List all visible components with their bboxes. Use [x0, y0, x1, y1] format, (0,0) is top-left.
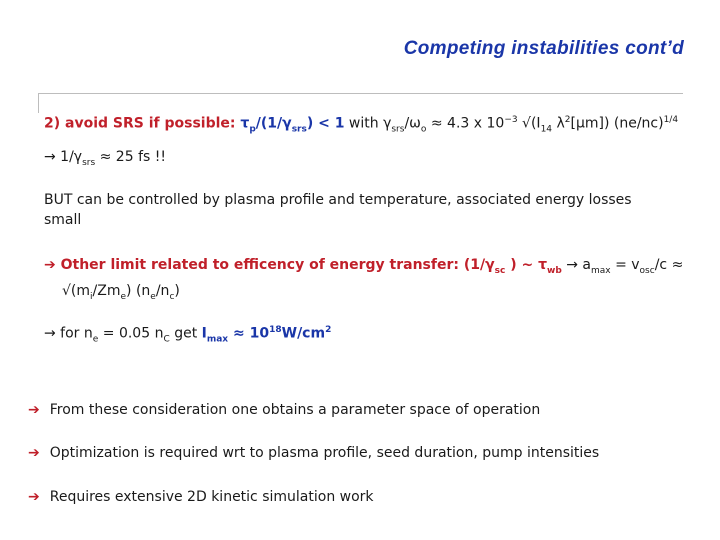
arrow-icon: ➔ [44, 257, 56, 273]
bullet-item: ➔ From these consideration one obtains a parameter space of operation [28, 402, 541, 418]
arrow-icon: ➔ [28, 445, 40, 461]
srs-growth-line: → $1/\gamma_{srs} \approx 25$ fs !! [44, 149, 166, 168]
intensity-line: → for $n_e = 0.05$ $n_C$ get $I_{max} \approx 10^{18}W/cm^2$ [44, 325, 332, 345]
control-paragraph: BUT can be controlled by plasma profile and temperature, associated energy losses small [44, 192, 632, 228]
bullet-item: ➔ Optimization is required wrt to plasma profile, seed duration, pump intensities [28, 445, 600, 461]
bullet-item: ➔ Requires extensive 2D kinetic simulation work [28, 489, 374, 505]
srs-condition-line: 2) avoid SRS if possible: $\tau_p/(1/\gamma_{srs}) < 1$ with $\gamma_{srs}/\omega_o \approx 4.3$ x $10^{-3}$ $√(I_{14}$ $\lambda^2[\mu m]$) $(ne/nc)^{1/4}$ [44, 115, 679, 135]
horizontal-rule [38, 93, 683, 94]
energy-transfer-limit: ➔ Other limit related to efficency of energy transfer: ($1/\gamma_{sc}$ ) ~ $\tau_{wb} \to a_{max} = v_{osc}/c$ ≈ $√(m_i/Zm_e)$ $(n_e/n_c)$ [44, 257, 684, 302]
vertical-rule [38, 93, 39, 113]
arrow-icon: ➔ [28, 402, 40, 418]
arrow-icon: ➔ [28, 489, 40, 505]
slide-title: Competing instabilities cont’d [403, 38, 684, 59]
